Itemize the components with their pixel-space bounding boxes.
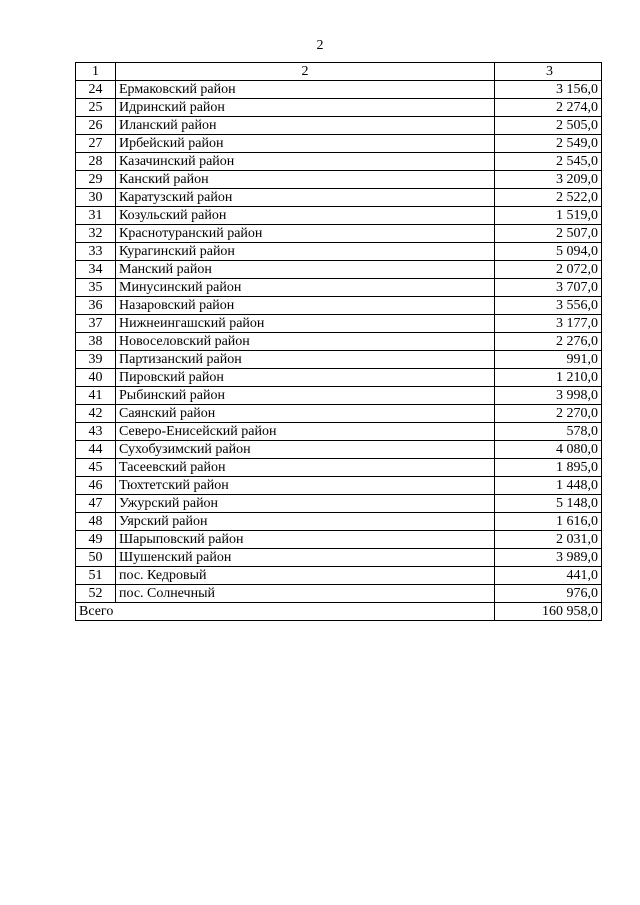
table-row: [76, 477, 602, 495]
district-name-cell: пос. Кедровый: [116, 567, 495, 585]
amount-cell: 1 448,0: [495, 477, 602, 495]
amount-cell: 2 505,0: [495, 117, 602, 135]
row-number-cell: 43: [76, 423, 116, 441]
table-row: [76, 369, 602, 387]
amount-cell: 3 998,0: [495, 387, 602, 405]
amount-cell: 2 549,0: [495, 135, 602, 153]
amount-cell: 578,0: [495, 423, 602, 441]
row-number-cell: 49: [76, 531, 116, 549]
amount-cell: 3 707,0: [495, 279, 602, 297]
district-name-cell: Новоселовский район: [116, 333, 495, 351]
row-number-cell: 35: [76, 279, 116, 297]
district-name-cell: Сухобузимский район: [116, 441, 495, 459]
row-number-cell: 31: [76, 207, 116, 225]
table-row: [76, 585, 602, 603]
table-row: [76, 351, 602, 369]
amount-cell: 441,0: [495, 567, 602, 585]
table-row: [76, 117, 602, 135]
district-name-cell: Пировский район: [116, 369, 495, 387]
row-number-cell: 46: [76, 477, 116, 495]
table-row: [76, 531, 602, 549]
table-body: [76, 63, 602, 621]
row-number-cell: 47: [76, 495, 116, 513]
row-number-cell: 33: [76, 243, 116, 261]
amount-cell: 1 210,0: [495, 369, 602, 387]
row-number-cell: 38: [76, 333, 116, 351]
district-name-cell: Нижнеингашский район: [116, 315, 495, 333]
district-name-cell: Тасеевский район: [116, 459, 495, 477]
row-number-cell: 52: [76, 585, 116, 603]
district-name-cell: Казачинский район: [116, 153, 495, 171]
row-number-cell: 39: [76, 351, 116, 369]
table-row: [76, 423, 602, 441]
row-number-cell: 36: [76, 297, 116, 315]
page-number: 2: [316, 38, 324, 53]
table-row: [76, 333, 602, 351]
column-header-1: 1: [76, 63, 116, 81]
district-name-cell: Каратузский район: [116, 189, 495, 207]
table-row: [76, 243, 602, 261]
row-number-cell: 45: [76, 459, 116, 477]
table-row: [76, 495, 602, 513]
district-name-cell: Северо-Енисейский район: [116, 423, 495, 441]
amount-cell: 5 094,0: [495, 243, 602, 261]
district-name-cell: Шушенский район: [116, 549, 495, 567]
row-number-cell: 32: [76, 225, 116, 243]
district-name-cell: Козульский район: [116, 207, 495, 225]
row-number-cell: 50: [76, 549, 116, 567]
row-number-cell: 37: [76, 315, 116, 333]
district-name-cell: Идринский район: [116, 99, 495, 117]
amount-cell: 2 545,0: [495, 153, 602, 171]
district-name-cell: Ужурский район: [116, 495, 495, 513]
amount-cell: 3 177,0: [495, 315, 602, 333]
table-header-row: [76, 63, 602, 81]
district-name-cell: Партизанский район: [116, 351, 495, 369]
row-number-cell: 30: [76, 189, 116, 207]
table-row: [76, 405, 602, 423]
amount-cell: 3 556,0: [495, 297, 602, 315]
amount-cell: 3 156,0: [495, 81, 602, 99]
amount-cell: 2 270,0: [495, 405, 602, 423]
table-row: [76, 153, 602, 171]
amount-cell: 5 148,0: [495, 495, 602, 513]
table-row: [76, 279, 602, 297]
table-row: [76, 387, 602, 405]
amount-cell: 2 522,0: [495, 189, 602, 207]
district-name-cell: Ирбейский район: [116, 135, 495, 153]
table-row: [76, 297, 602, 315]
row-number-cell: 40: [76, 369, 116, 387]
district-name-cell: Шарыповский район: [116, 531, 495, 549]
table-row: [76, 189, 602, 207]
district-name-cell: Курагинский район: [116, 243, 495, 261]
amount-cell: 4 080,0: [495, 441, 602, 459]
total-row: [76, 603, 602, 621]
amount-cell: 1 895,0: [495, 459, 602, 477]
table-row: [76, 81, 602, 99]
district-name-cell: Рыбинский район: [116, 387, 495, 405]
amount-cell: 2 072,0: [495, 261, 602, 279]
row-number-cell: 28: [76, 153, 116, 171]
column-header-2: 2: [116, 63, 495, 81]
amount-cell: 3 989,0: [495, 549, 602, 567]
district-name-cell: Краснотуранский район: [116, 225, 495, 243]
district-name-cell: Тюхтетский район: [116, 477, 495, 495]
row-number-cell: 44: [76, 441, 116, 459]
amount-cell: 3 209,0: [495, 171, 602, 189]
table-row: [76, 459, 602, 477]
amount-cell: 1 616,0: [495, 513, 602, 531]
row-number-cell: 48: [76, 513, 116, 531]
amount-cell: 2 507,0: [495, 225, 602, 243]
amount-cell: 2 274,0: [495, 99, 602, 117]
row-number-cell: 26: [76, 117, 116, 135]
row-number-cell: 42: [76, 405, 116, 423]
district-name-cell: Саянский район: [116, 405, 495, 423]
amount-cell: 2 031,0: [495, 531, 602, 549]
table-row: [76, 99, 602, 117]
row-number-cell: 24: [76, 81, 116, 99]
amount-cell: 2 276,0: [495, 333, 602, 351]
amount-cell: 976,0: [495, 585, 602, 603]
total-label-cell: Всего: [76, 603, 495, 621]
district-name-cell: пос. Солнечный: [116, 585, 495, 603]
table-row: [76, 225, 602, 243]
table-row: [76, 261, 602, 279]
budget-table: [75, 62, 602, 621]
table-row: [76, 315, 602, 333]
district-name-cell: Минусинский район: [116, 279, 495, 297]
row-number-cell: 25: [76, 99, 116, 117]
district-name-cell: Канский район: [116, 171, 495, 189]
row-number-cell: 51: [76, 567, 116, 585]
total-amount-cell: 160 958,0: [495, 603, 602, 621]
table-row: [76, 441, 602, 459]
district-name-cell: Иланский район: [116, 117, 495, 135]
table-row: [76, 207, 602, 225]
district-name-cell: Ермаковский район: [116, 81, 495, 99]
district-name-cell: Назаровский район: [116, 297, 495, 315]
row-number-cell: 29: [76, 171, 116, 189]
district-name-cell: Уярский район: [116, 513, 495, 531]
row-number-cell: 41: [76, 387, 116, 405]
table-row: [76, 135, 602, 153]
row-number-cell: 27: [76, 135, 116, 153]
table-row: [76, 513, 602, 531]
table-row: [76, 567, 602, 585]
amount-cell: 991,0: [495, 351, 602, 369]
row-number-cell: 34: [76, 261, 116, 279]
table-row: [76, 171, 602, 189]
amount-cell: 1 519,0: [495, 207, 602, 225]
table-row: [76, 549, 602, 567]
district-name-cell: Манский район: [116, 261, 495, 279]
column-header-3: 3: [495, 63, 602, 81]
